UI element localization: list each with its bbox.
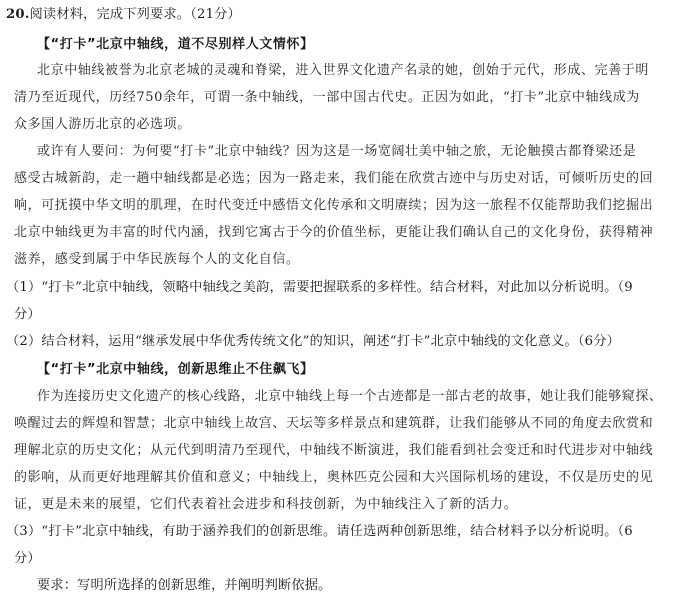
section1-paragraph-line: 响，可抚摸中华文明的肌理，在时代变迁中感悟文化传承和文明赓续；因为这一旅程不仅能帮助我们挖掘出 bbox=[14, 198, 654, 213]
section2-paragraph-line: 作为连接历史文化遗产的核心线路，北京中轴线上每一个古迹都是一部古老的故事，她让我们能够窥探、 bbox=[37, 389, 663, 404]
section1-paragraph-line: 北京中轴线更为丰富的时代内涵，找到它寓古于今的价值坐标，更能让我们确认自己的文化身份，获得精神 bbox=[14, 225, 654, 240]
section1-heading: 【“打卡”北京中轴线，道不尽别样人文情怀】 bbox=[37, 37, 314, 52]
subquestion-3-requirement: 要求：写明所选择的创新思维，并阐明判断依据。 bbox=[37, 578, 332, 593]
section1-paragraph-line: 感受古城新韵，走一趟中轴线都是必选；因为一路走来，我们能在欣赏古迹中与历史对话，可倾听历史的回 bbox=[14, 171, 654, 186]
subquestion-3-line: 分） bbox=[14, 551, 41, 566]
subquestion-3-line: （3）“打卡”北京中轴线，有助于涵养我们的创新思维。请任选两种创新思维，结合材料予以分析说明。（6 bbox=[6, 524, 633, 539]
question-intro: 阅读材料，完成下列要求。（21分） bbox=[29, 7, 241, 22]
section1-paragraph-line: 清乃至近现代，历经750余年，可谓一条中轴线，一部中国古代史。正因为如此，“打卡”北京中轴线成为 bbox=[14, 90, 640, 105]
section2-paragraph-line: 唤醒过去的辉煌和智慧；北京中轴线上故宫、天坛等多样景点和建筑群，让我们能够从不同的角度去欣赏和 bbox=[14, 416, 654, 431]
section1-paragraph-line: 滋养，感受到属于中华民族每个人的文化自信。 bbox=[14, 252, 300, 267]
section2-heading: 【“打卡”北京中轴线，创新思维止不住飙飞】 bbox=[37, 362, 314, 377]
subquestion-1-line: （1）“打卡”北京中轴线，领略中轴线之美韵，需要把握联系的多样性。结合材料，对此加以分析说明。（9 bbox=[6, 280, 633, 295]
subquestion-2-line: （2）结合材料，运用“继承发展中华优秀传统文化”的知识，阐述“打卡”北京中轴线的文化意义。（6分） bbox=[6, 334, 621, 349]
section2-paragraph-line: 理解北京的历史文化；从元代到明清乃至现代，中轴线不断演进，我们能看到社会变迁和时代进步对中轴线 bbox=[14, 443, 654, 458]
section2-paragraph-line: 的影响，从而更好地理解其价值和意义；中轴线上，奥林匹克公园和大兴国际机场的建设，不仅是历史的见 bbox=[14, 470, 654, 485]
subquestion-1-line: 分） bbox=[14, 307, 41, 322]
section1-paragraph-line: 北京中轴线被誉为北京老城的灵魂和脊梁，进入世界文化遗产名录的她，创始于元代，形成、完善于明 bbox=[37, 63, 650, 78]
question-header bbox=[6, 6, 693, 24]
section1-paragraph-line: 众多国人游历北京的必选项。 bbox=[14, 117, 191, 132]
question-number: 20. bbox=[6, 7, 30, 22]
section1-paragraph-line: 或许有人要问：为何要“打卡”北京中轴线？因为这是一场宽阔壮美中轴之旅，无论触摸古都脊梁还是 bbox=[37, 144, 637, 159]
section2-paragraph-line: 证，更是未来的展望，它们代表着社会进步和科技创新，为中轴线注入了新的活力。 bbox=[14, 497, 518, 512]
